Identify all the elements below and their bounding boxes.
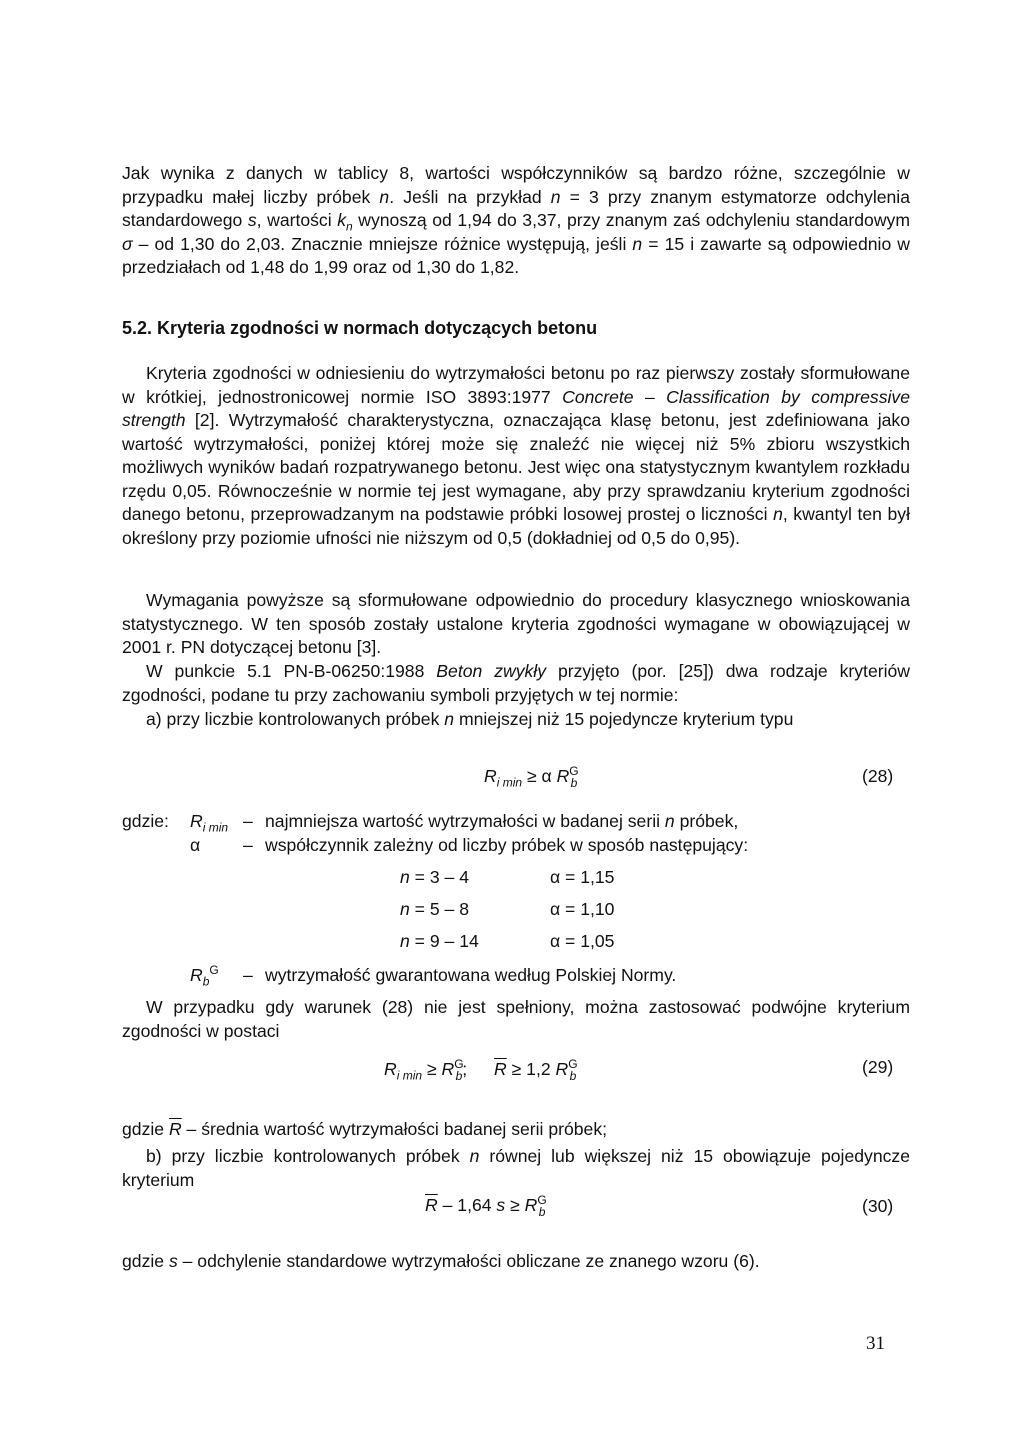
paragraph-mean-definition: gdzie $\overline{R}$ – średnia wartość wytrzymałości badanej serii próbek; bbox=[122, 1119, 608, 1139]
rmin-definition: najmniejsza wartość wytrzymałości w badanej serii n próbek, bbox=[265, 811, 739, 831]
equation-29: $R_{i min} \ge R^G_b$; $\overline{R} \ge 1,2$ $R^G_b$ bbox=[384, 1057, 578, 1083]
equation-number-28: (28) bbox=[862, 766, 894, 786]
paragraph-pn-criteria: W punkcie 5.1 PN-B-06250:1988 Beton zwykły przyjęto (por. [25]) dwa rodzaje kryteriów zgodności, podane tu przy zachowaniu symboli przyjętych w tej normie: bbox=[122, 661, 910, 705]
definition-dash: – bbox=[243, 835, 253, 855]
alpha-table-row: n = 3 – 4 bbox=[400, 867, 469, 887]
definition-dash: – bbox=[243, 811, 253, 831]
paragraph-std-definition: gdzie s – odchylenie standardowe wytrzymałości obliczane ze znanego wzoru (6). bbox=[122, 1251, 760, 1271]
equation-number-30: (30) bbox=[862, 1196, 894, 1216]
paragraph-case-a: a) przy liczbie kontrolowanych próbek n mniejszej niż 15 pojedyncze kryterium typu bbox=[146, 709, 794, 729]
equation-28: $R_{i min} \ge \alpha$ $R^G_b$ bbox=[484, 764, 579, 790]
alpha-table-row: n = 9 – 14 bbox=[400, 931, 479, 951]
alpha-table-value: α = 1,05 bbox=[550, 931, 615, 951]
alpha-table-value: α = 1,10 bbox=[550, 899, 615, 919]
paragraph-iso-criteria: Kryteria zgodności w odniesieniu do wytrzymałości betonu po raz pierwszy zostały sformułowane w krótkiej, jednostronicowej normie ISO 3893:1977 Concrete – Classification by compressive strength [2]. Wytrzymałość charakterystyczna, oznaczająca klasę betonu, jest zdefiniowana jako wartość wytrzymałości, poniżej której może się znaleźć nie więcej niż 5% zbioru wszystkich możliwych wyników badań rozpatrywanego betonu. Jest więc ona statystycznym kwantylem rozkładu rzędu 0,05. Równocześnie w normie tej jest wymagane, aby przy sprawdzaniu kryterium zgodności danego betonu, przeprowadzanym na podstawie próbki losowej prostej o liczności n, kwantyl ten był określony przy poziomie ufności nie niższym od 0,5 (dokładniej od 0,5 do 0,95). bbox=[122, 363, 910, 548]
definition-dash: – bbox=[243, 965, 253, 985]
paragraph-case-b: b) przy liczbie kontrolowanych próbek n równej lub większej niż 15 obowiązuje pojedyncze kryterium bbox=[122, 1146, 910, 1190]
equation-30: $\overline{R} - 1,64$ $s \ge R^G_b$ bbox=[425, 1193, 547, 1219]
rbg-symbol: $R_b^G$ bbox=[190, 963, 219, 989]
alpha-table-row: n = 5 – 8 bbox=[400, 899, 469, 919]
paragraph-double-criterion: W przypadku gdy warunek (28) nie jest spełniony, można zastosować podwójne kryterium zgodności w postaci bbox=[122, 997, 910, 1041]
alpha-table-value: α = 1,15 bbox=[550, 867, 615, 887]
rmin-symbol: $R_{i min}$ bbox=[190, 811, 229, 835]
rbg-definition: wytrzymałość gwarantowana według Polskiej Normy. bbox=[265, 965, 677, 985]
section-heading: 5.2. Kryteria zgodności w normach dotyczących betonu bbox=[122, 318, 598, 338]
equation-number-29: (29) bbox=[862, 1057, 894, 1077]
page-number: 31 bbox=[866, 1333, 885, 1354]
alpha-definition: współczynnik zależny od liczby próbek w sposób następujący: bbox=[265, 835, 749, 855]
paragraph-requirements: Wymagania powyższe są sformułowane odpowiednio do procedury klasycznego wnioskowania statystycznego. W ten sposób zostały ustalone kryteria zgodności wymagane w obowiązującej w 2001 r. PN dotyczącej betonu [3]. bbox=[122, 590, 910, 657]
definitions-label: gdzie: bbox=[122, 811, 169, 831]
alpha-symbol: α bbox=[190, 835, 201, 855]
paragraph-intro: Jak wynika z danych w tablicy 8, wartości współczynników są bardzo różne, szczególnie w przypadku małej liczby próbek n. Jeśli na przykład n = 3 przy znanym estymatorze odchylenia standardowego s, wartości $k_n$ wynoszą od 1,94 do 3,37, przy znanym zaś odchyleniu standardowym σ – od 1,30 do 2,03. Znacznie mniejsze różnice występują, jeśli n = 15 i zawarte są odpowiednio w przedziałach od 1,48 do 1,99 oraz od 1,30 do 1,82. bbox=[122, 163, 910, 277]
